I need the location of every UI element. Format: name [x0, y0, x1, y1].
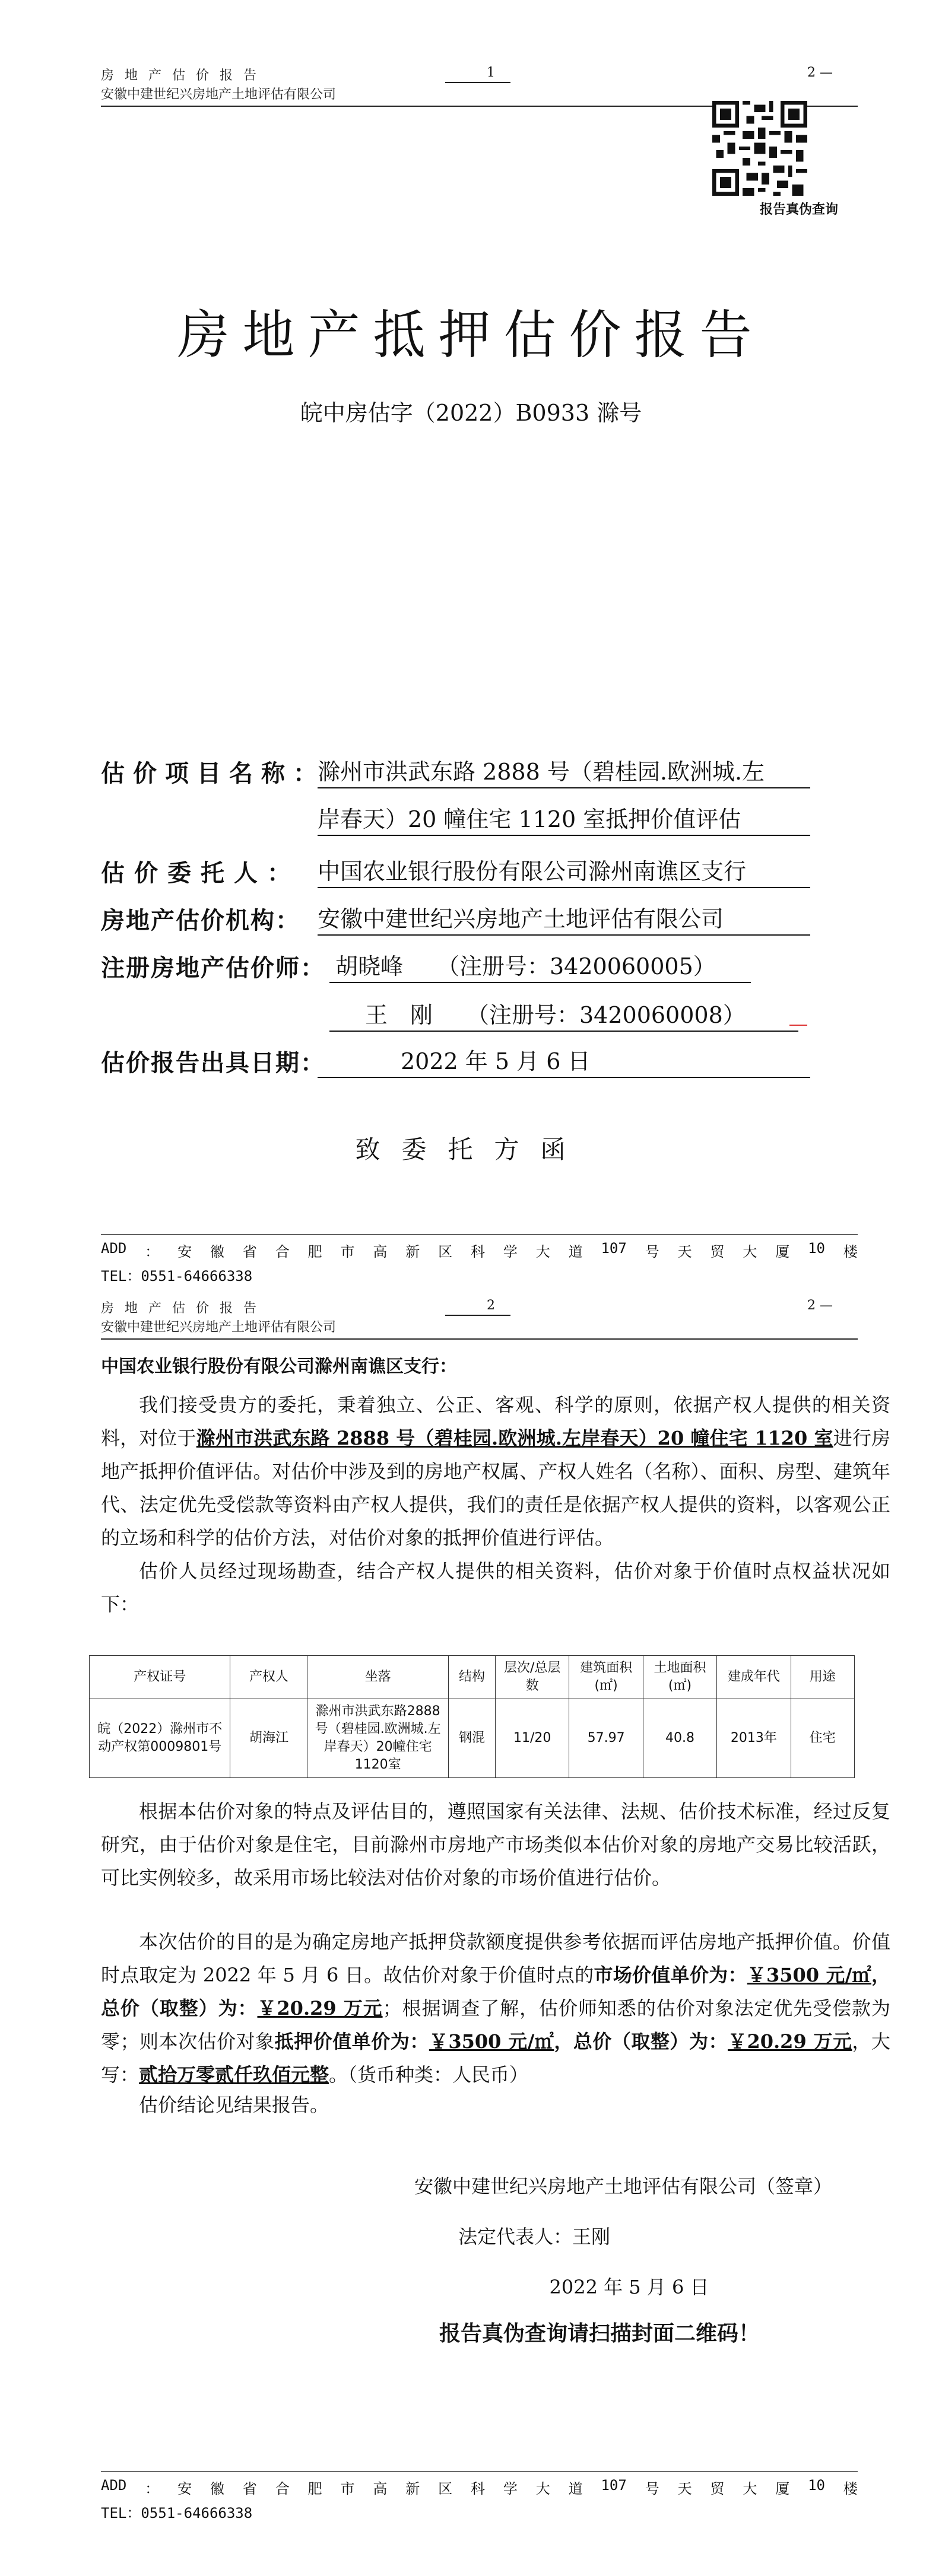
header-title: 房地产估价报告 [101, 68, 268, 83]
date-label: 估价报告出具日期： [101, 1049, 325, 1077]
signature-date: 2022 年 5 月 6 日 [549, 2276, 709, 2298]
document-number: 皖中房估字（2022）B0933 滁号 [300, 400, 642, 426]
agency-value: 安徽中建世纪兴房地产土地评估有限公司 [318, 901, 810, 936]
footer-address-p2: ADD ： 安 徽 省 合 肥 市 高 新 区 科 学 大 道 107 号 天 贸 大 厦 10 楼 [101, 2477, 858, 2497]
date-value: 2022 年 5 月 6 日 [318, 1043, 810, 1078]
header-page-number-p2: 2 [487, 1298, 495, 1313]
report-title: 房地产抵押估价报告 [177, 304, 765, 365]
signature-representative: 法定代表人：王刚 [458, 2225, 610, 2248]
project-label: 估价项目名称： [101, 759, 325, 787]
paragraph-inspection: 估价人员经过现场勘查，结合产权人提供的相关资料，估价对象于价值时点权益状况如下： [101, 1560, 890, 1615]
footer-tel: TEL：0551-64666338 [101, 1268, 253, 1284]
paragraph-conclusion: 本次估价的目的是为确定房地产抵押贷款额度提供参考依据而评估房地产抵押价值。价值时点取定为 2022 年 5 月 6 日。故估价对象于价值时点的市场价值单价为：￥3500 元/㎡，总价（取整）为：￥20.29 万元；根据调查了解，估价师知悉的估价对象法定优先受偿款为零；则本次估价对象抵押价值单价为：￥3500 元/㎡，总价（取整）为：￥20.29 万元，大写：贰拾万零贰仟玖佰元整。（货币种类：人民币） [101, 1931, 890, 2086]
qr-code-icon [712, 101, 807, 196]
signature-company: 安徽中建世纪兴房地产土地评估有限公司（签章） [414, 2175, 832, 2197]
paragraph-commission: 我们接受贵方的委托，秉着独立、公正、客观、科学的原则，依据产权人提供的相关资料，对位于滁州市洪武东路 2888 号（碧桂园.欧洲城.左岸春天）20 幢住宅 1120 室进行房地产抵押价值评估。对估价中涉及到的房地产权属、产权人姓名（名称）、面积、房型、建筑年代、法定优先受偿款等资料由产权人提供，我们的责任是依据产权人提供的资料，以客观公正的立场和科学的估价方法，对估价对象的抵押价值进行评估。 [101, 1394, 890, 1549]
header-page-total-p2: 2 — [807, 1298, 833, 1313]
header-company: 安徽中建世纪兴房地产土地评估有限公司 [101, 87, 337, 102]
header-company-p2: 安徽中建世纪兴房地产土地评估有限公司 [101, 1320, 337, 1335]
agency-label: 房地产估价机构： [101, 907, 300, 934]
addressee: 中国农业银行股份有限公司滁州南谯区支行： [101, 1356, 457, 1377]
paragraph-see-result: 估价结论见结果报告。 [139, 2094, 329, 2116]
footer-address: ADD ： 安 徽 省 合 肥 市 高 新 区 科 学 大 道 107 号 天 贸 大 厦 10 楼 [101, 1240, 858, 1260]
appraiser-2: 王 刚 （注册号：3420060008） [329, 997, 798, 1032]
header-page-total: 2 — [807, 65, 833, 80]
header-title-p2: 房地产估价报告 [101, 1301, 268, 1316]
paragraph-method: 根据本估价对象的特点及评估目的，遵照国家有关法律、法规、估价技术标准，经过反复研究，由于估价对象是住宅，目前滁州市房地产市场类似本估价对象的房地产交易比较活跃，可比实例较多，故采用市场比较法对估价对象的市场价值进行估价。 [101, 1800, 890, 1889]
property-table [89, 1655, 855, 1778]
letter-title: 致委托方函 [355, 1135, 587, 1164]
verify-note: 报告真伪查询请扫描封面二维码！ [439, 2321, 760, 2346]
footer-tel-p2: TEL：0551-64666338 [101, 2505, 253, 2521]
project-value-line1: 滁州市洪武东路 2888 号（碧桂园.欧洲城.左 [318, 753, 810, 788]
table-row: 皖（2022）滁州市不动产权第0009801号 胡海江 滁州市洪武东路2888号（碧桂园.欧洲城.左岸春天）20幢住宅1120室 钢混 11/20 57.97 40.8 2013年 住宅 [90, 1699, 855, 1778]
client-label: 估价委托人： [101, 859, 300, 887]
appraiser-label: 注册房地产估价师： [101, 954, 325, 982]
project-value-line2: 岸春天）20 幢住宅 1120 室抵押价值评估 [318, 801, 810, 836]
qr-caption: 报告真伪查询 [760, 202, 839, 217]
client-value: 中国农业银行股份有限公司滁州南谯区支行 [318, 853, 810, 888]
table-header-row: 产权证号 产权人 坐落 结构 层次/总层数 建筑面积(㎡) 土地面积(㎡) 建成年代 用途 [90, 1656, 855, 1699]
header-page-number: 1 [487, 65, 495, 80]
appraiser-1: 胡晓峰 （注册号：3420060005） [329, 948, 751, 983]
